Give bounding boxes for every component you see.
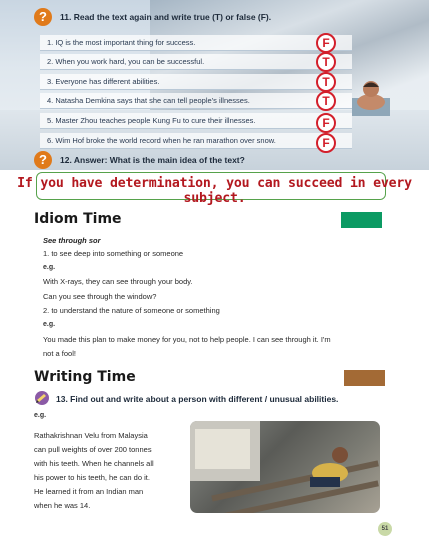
exercise-12-title: 12. Answer: What is the main idea of the text? <box>60 155 245 165</box>
tf-answer-circle: F <box>316 33 336 53</box>
tf-row: 2. When you work hard, you can be successful. <box>40 54 352 70</box>
exercise-12-answer: If you have determination, you can succeed in every subject. <box>17 176 412 206</box>
exercise-13-title: 13. Find out and write about a person with different / unusual abilities. <box>56 394 339 404</box>
tf-row: 6. Wim Hof broke the world record when he ran marathon over snow. <box>40 133 352 149</box>
pencil-icon <box>34 391 50 405</box>
tf-answer-circle: F <box>316 113 336 133</box>
writing-example-line: his power to his teeth, he can do it. <box>34 473 150 482</box>
writing-example-line: can pull weights of over 200 tonnes <box>34 445 152 454</box>
writing-color-bar <box>344 370 385 386</box>
idiom-example-4: not a fool! <box>43 349 76 358</box>
question-icon: ? <box>34 151 52 169</box>
writing-time-title: Writing Time <box>34 369 136 385</box>
tf-row: 3. Everyone has different abilities. <box>40 74 352 90</box>
strongman-photo <box>190 421 380 513</box>
writing-example-line: with his teeth. When he channels all <box>34 459 154 468</box>
idiom-color-bar <box>341 212 382 228</box>
writing-example-line: Rathakrishnan Velu from Malaysia <box>34 431 148 440</box>
idiom-example-2: Can you see through the window? <box>43 292 157 301</box>
idiom-definition-2: 2. to understand the nature of someone or something <box>43 306 220 315</box>
eg-label: e.g. <box>34 412 47 419</box>
tf-row: 5. Master Zhou teaches people Kung Fu to cure their illnesses. <box>40 113 352 129</box>
page-number: 51 <box>378 522 392 536</box>
exercise-11-banner <box>0 0 429 170</box>
swimmer-photo <box>352 76 390 116</box>
exercise-11-title: 11. Read the text again and write true (T) or false (F). <box>60 12 272 22</box>
tf-answer-circle: T <box>316 52 336 72</box>
idiom-example-1: With X-rays, they can see through your body. <box>43 277 193 286</box>
eg-label: e.g. <box>43 321 56 328</box>
tf-row: 1. IQ is the most important thing for success. <box>40 35 352 51</box>
tf-answer-circle: T <box>316 91 336 111</box>
idiom-example-3: You made this plan to make money for you, not to help people. I can see through it. I'm <box>43 335 331 344</box>
writing-example-line: when he was 14. <box>34 501 91 510</box>
tf-answer-circle: F <box>316 133 336 153</box>
tf-row: 4. Natasha Demkina says that she can tell people's illnesses. <box>40 93 352 109</box>
idiom-phrase: See through sor <box>43 236 101 245</box>
idiom-definition-1: 1. to see deep into something or someone <box>43 249 184 258</box>
eg-label: e.g. <box>43 264 56 271</box>
writing-example-line: He learned it from an Indian man <box>34 487 144 496</box>
tf-answer-circle: T <box>316 72 336 92</box>
idiom-time-title: Idiom Time <box>34 211 122 227</box>
question-icon: ? <box>34 8 52 26</box>
